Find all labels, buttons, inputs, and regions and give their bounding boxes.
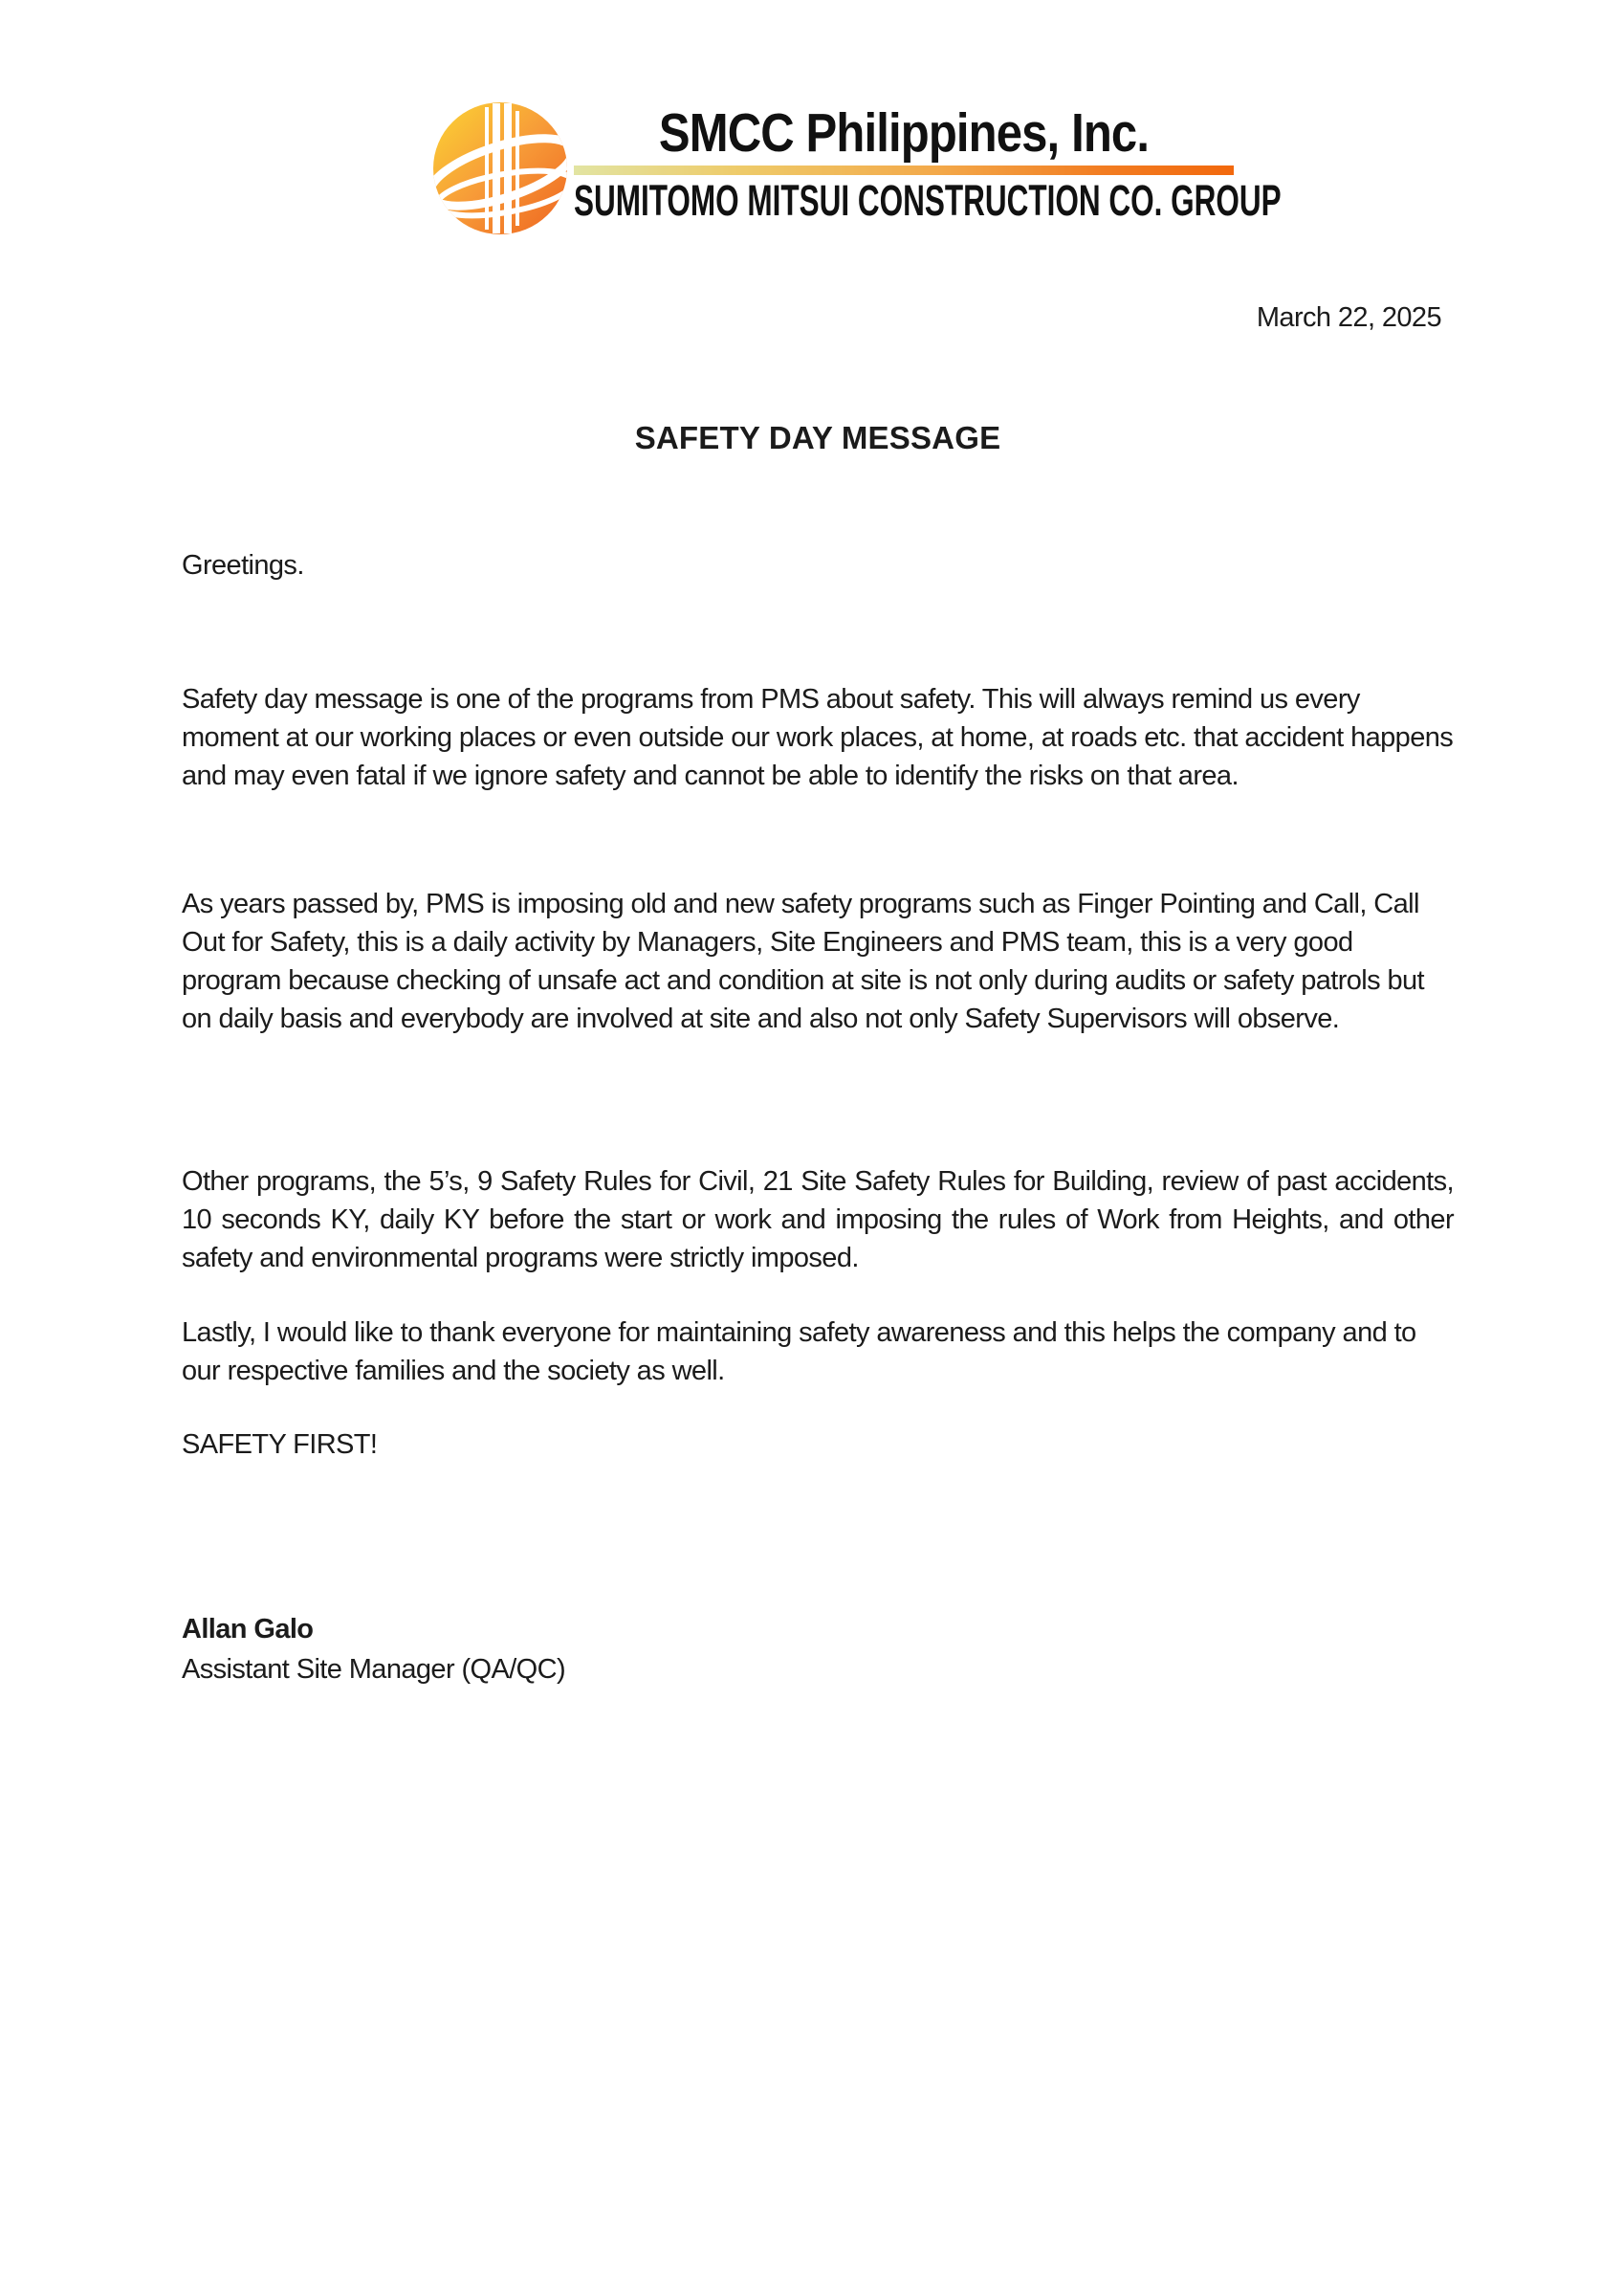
group-name: SUMITOMO MITSUI CONSTRUCTION CO. GROUP [574, 176, 1282, 225]
closing-line: SAFETY FIRST! [182, 1429, 378, 1460]
brand-divider [574, 166, 1234, 175]
paragraph: Other programs, the 5’s, 9 Safety Rules for Civil, 21 Site Safety Rules for Building, review of past accidents, 10 seconds KY, daily KY before the start or work and imposing the rules of Work from Heights, and other safety and environmental programs were strictly imposed. [182, 1166, 1454, 1273]
smcc-logo-icon [432, 101, 568, 235]
letterhead [0, 0, 1623, 249]
signature-title: Assistant Site Manager (QA/QC) [182, 1654, 566, 1685]
paragraph: Lastly, I would like to thank everyone for maintaining safety awareness and this helps the company and to our respective families and the society as well. [182, 1317, 1416, 1386]
date-line: March 22, 2025 [1256, 302, 1441, 333]
paragraph: Safety day message is one of the programs from PMS about safety. This will always remind us every moment at our working places or even outside our work places, at home, at roads etc. that accident happens and may even fatal if we ignore safety and cannot be able to identify the risks on that area. [182, 684, 1454, 791]
document-title: SAFETY DAY MESSAGE [634, 420, 1001, 455]
signature-name: Allan Galo [182, 1614, 314, 1645]
brand-block [574, 102, 1282, 225]
greeting: Greetings. [182, 550, 304, 581]
paragraph: As years passed by, PMS is imposing old and new safety programs such as Finger Pointing and Call, Call Out for Safety, this is a daily activity by Managers, Site Engineers and PMS team, this is a very good program because checking of unsafe act and condition at site is not only during audits or safety patrols but on daily basis and everybody are involved at site and also not only Safety Supervisors will observe. [182, 889, 1425, 1034]
company-name: SMCC Philippines, Inc. [658, 102, 1150, 164]
